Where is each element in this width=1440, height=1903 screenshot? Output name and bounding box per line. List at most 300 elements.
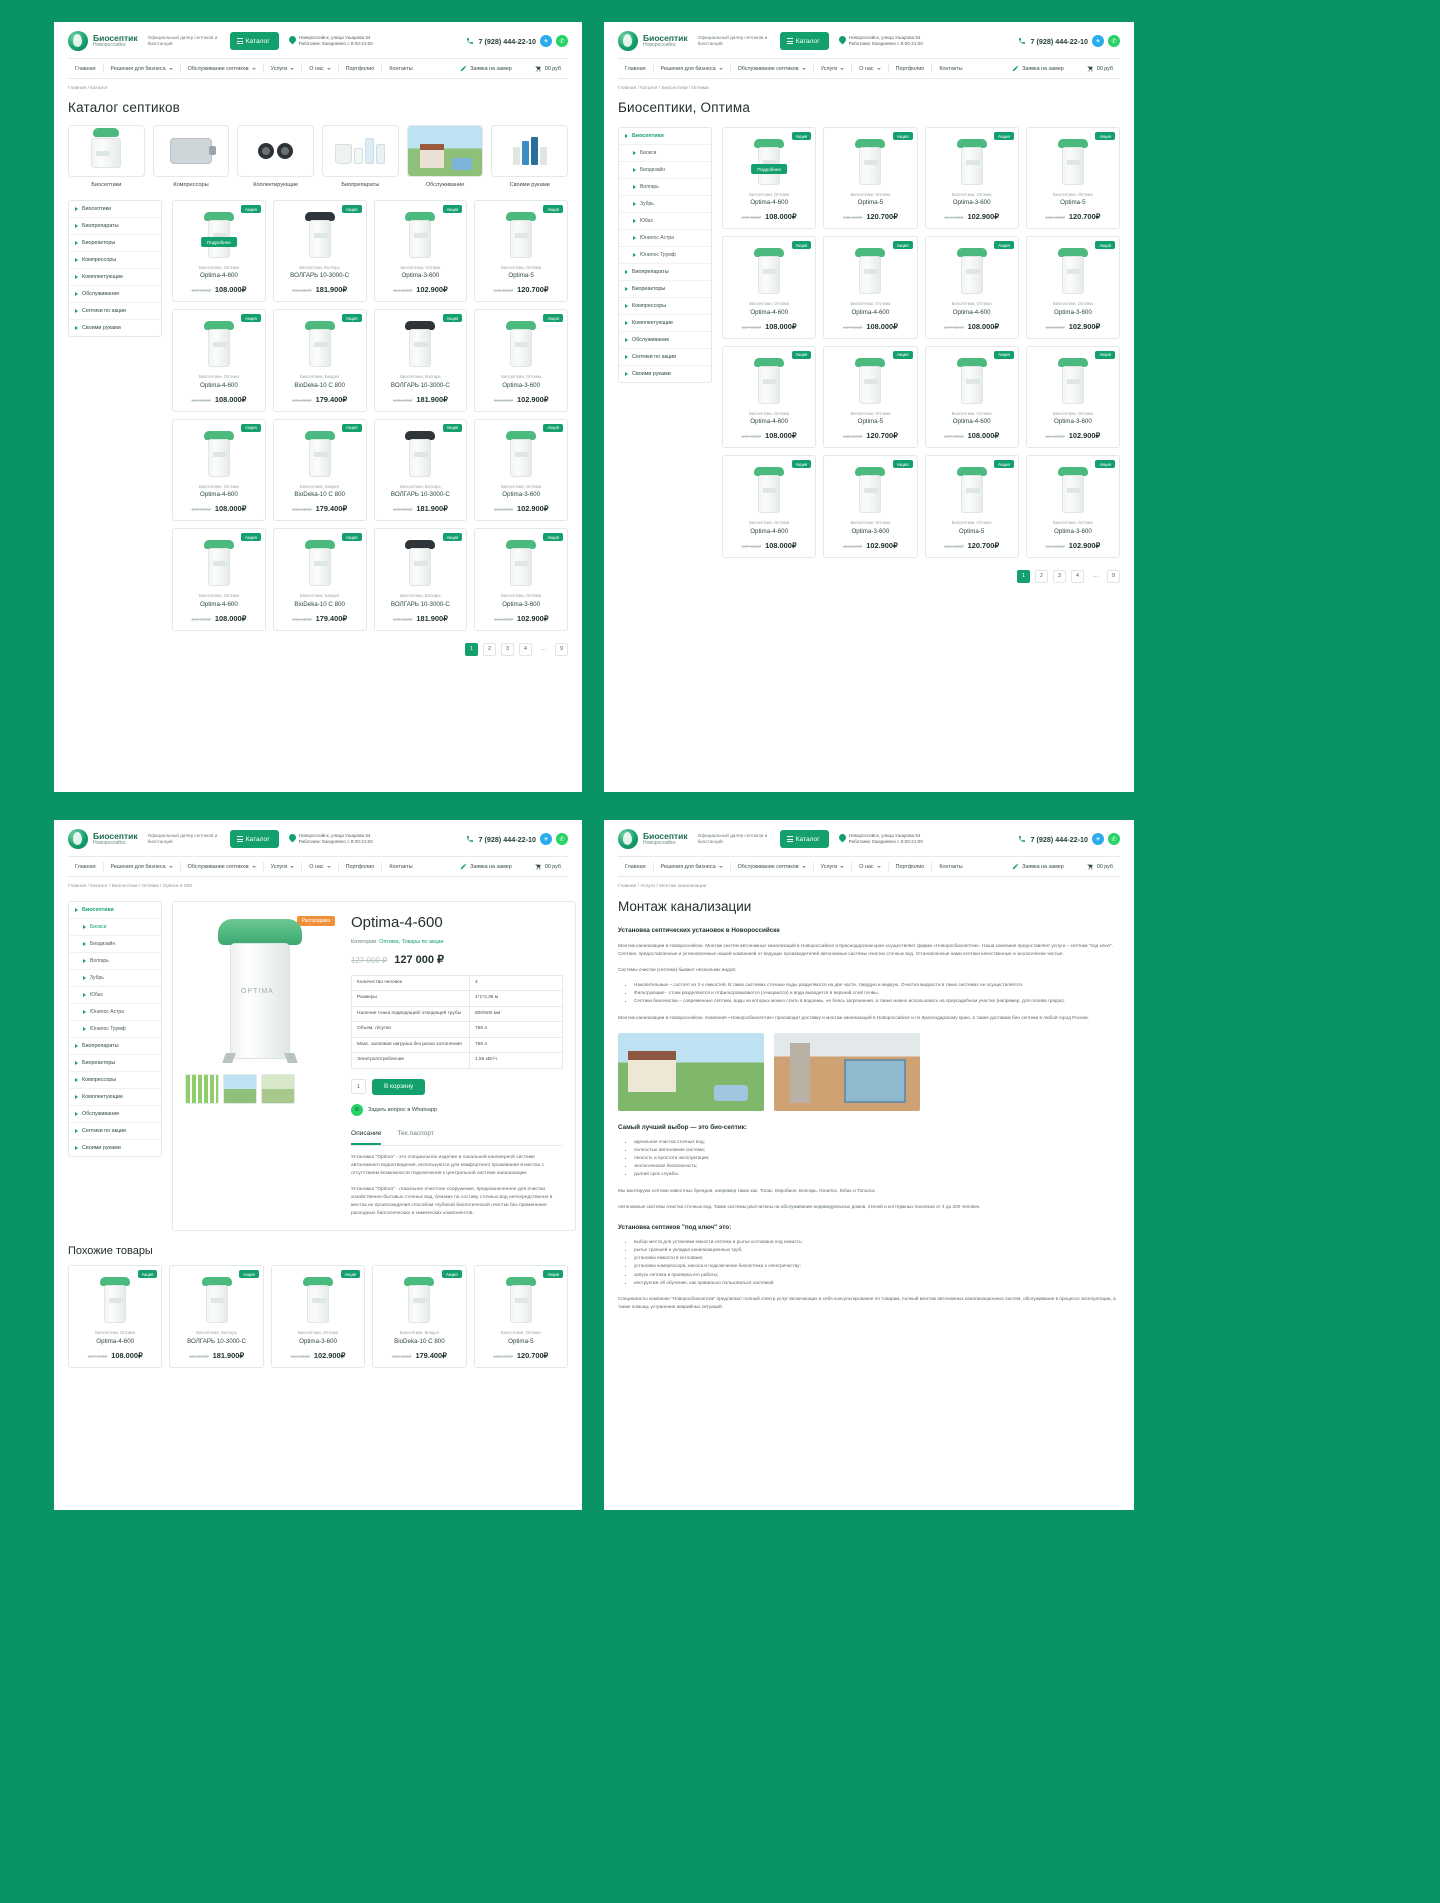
nav-item-0[interactable]: Главная: [75, 863, 96, 870]
product-card[interactable]: [925, 127, 1019, 229]
burger-icon: [237, 37, 243, 45]
product-card[interactable]: [374, 309, 468, 411]
nav-item-6[interactable]: Контакты: [389, 863, 413, 870]
product-card[interactable]: [374, 419, 468, 521]
chevron-down-icon: [252, 68, 256, 70]
status-badge: Акция: [994, 241, 1014, 249]
chevron-right-icon: [625, 270, 628, 274]
chevron-right-icon: [633, 168, 636, 172]
spec-value: 1,56 кВт/ч: [470, 1053, 563, 1068]
product-name: BioDeka-10 С 800: [294, 381, 345, 389]
pagination-page-4[interactable]: 4: [519, 643, 532, 656]
sidebar-item-label: Биокси: [90, 924, 107, 930]
spec-label: Наличие тонка подводящей/ отводящей трубы: [352, 1006, 470, 1021]
chevron-down-icon: [840, 866, 844, 868]
phone-icon: [1018, 37, 1026, 45]
tile-obsluzhivanie[interactable]: [407, 125, 484, 188]
product-card[interactable]: [172, 528, 266, 630]
product-category: Биосептики, Оптима: [850, 301, 891, 307]
logo[interactable]: [68, 829, 138, 849]
septic-tank-icon: [402, 1277, 436, 1323]
catalog-button[interactable]: [230, 830, 279, 848]
article: [618, 899, 1120, 1311]
nav-item-2[interactable]: Обслуживание септиков: [181, 64, 263, 74]
old-price: 114.900₽: [393, 288, 413, 294]
tab-techpassport[interactable]: Тех.паспорт: [397, 1129, 434, 1137]
cart-link[interactable]: 00 руб: [528, 861, 568, 872]
new-price: 102.900₽: [1068, 431, 1101, 441]
product-card[interactable]: [474, 309, 568, 411]
product-card[interactable]: [925, 346, 1019, 448]
product-price: [931, 316, 1013, 331]
measure-request-link[interactable]: Заявка на замер: [1005, 861, 1071, 872]
whatsapp-icon[interactable]: ✆: [1108, 35, 1120, 47]
pagination-page-2[interactable]: 2: [483, 643, 496, 656]
product-card[interactable]: [474, 1265, 568, 1367]
spec-label: Электропотребление: [352, 1053, 470, 1068]
sidebar-item-комплектующие[interactable]: [69, 1089, 161, 1106]
product-grid: [722, 127, 1120, 558]
sidebar-item-септики-по-акции[interactable]: [619, 349, 711, 366]
pagination-page-9[interactable]: 9: [555, 643, 568, 656]
product-price: [378, 1345, 460, 1360]
whatsapp-icon[interactable]: ✆: [556, 35, 568, 47]
phone-number: 7 (928) 444-22-10: [1030, 834, 1088, 844]
chevron-right-icon: [625, 134, 628, 138]
whatsapp-icon[interactable]: ✆: [556, 833, 568, 845]
article-heading: Установка септических установок в Новороссийске: [618, 927, 780, 934]
product-card[interactable]: [925, 236, 1019, 338]
article-paragraph: Монтаж канализации в Новороссийске. Монтаж систем автономных канализаций в Новороссийске и Краснодарском крае осуществляет фирма «Новоросбиосептик». Наша компания предоставляет услуги – септики "под ключ". Септики, предоставленные и установленные нашей компанией от ведущих производителей автономные системы очистки сточных вод. Установленные нами септики качественные и экологически чистые.: [618, 943, 1114, 956]
logo[interactable]: [68, 31, 138, 51]
tile-kompressory[interactable]: [153, 125, 230, 188]
map-pin-icon: [837, 34, 847, 44]
sidebar-item-компрессоры[interactable]: [69, 252, 161, 269]
header-phone[interactable]: [466, 35, 568, 47]
new-price: 102.900₽: [1068, 540, 1101, 550]
new-price: 120.700₽: [1068, 212, 1101, 222]
sidebar-item-label: Комплектующие: [632, 320, 674, 326]
sidebar-item-биокси[interactable]: [69, 919, 161, 936]
sidebar-item-биопрепараты[interactable]: [619, 264, 711, 281]
chevron-down-icon: [719, 866, 723, 868]
nav-item-5[interactable]: Портфолио: [345, 65, 375, 72]
sidebar-item-биореакторы[interactable]: [69, 1055, 161, 1072]
similar-products-title: Похожие товары: [68, 1245, 153, 1258]
thumbnail[interactable]: [185, 1074, 219, 1104]
sidebar-item-зубрь[interactable]: [69, 970, 161, 987]
nav-item-1[interactable]: Решения для бизнеса: [104, 64, 180, 74]
tile-svoimi-rukami[interactable]: [491, 125, 568, 188]
header-phone[interactable]: [1018, 833, 1120, 845]
product-card[interactable]: [172, 419, 266, 521]
table-row: [352, 1037, 563, 1052]
list-item: • установка емкости в котловане;: [634, 1254, 1120, 1262]
septic-tank-icon: [504, 212, 538, 258]
product-name: Optima-4-600: [750, 308, 789, 316]
nav-item-2[interactable]: Обслуживание септиков: [181, 862, 263, 872]
nav-item-3[interactable]: Услуги: [814, 862, 852, 872]
cart-link[interactable]: 00 руб: [1080, 861, 1120, 872]
quantity-stepper[interactable]: 1: [351, 1079, 366, 1094]
chevron-down-icon: [802, 866, 806, 868]
nav-item-3[interactable]: Услуги: [264, 64, 302, 74]
product-card[interactable]: [374, 528, 468, 630]
product-card[interactable]: [474, 200, 568, 302]
nav-item-4[interactable]: О нас: [302, 64, 337, 74]
list-item: • выбор места для установки емкости септика и рытье котлована под емкость;: [634, 1238, 1120, 1246]
nav-item-1[interactable]: Решения для бизнеса: [104, 862, 180, 872]
sidebar-item-своими-руками[interactable]: [69, 320, 161, 336]
old-price: 127 000₽: [191, 397, 211, 403]
product-category: Биосептики, Оптима: [951, 410, 992, 416]
product-card[interactable]: [172, 309, 266, 411]
nav-item-6[interactable]: Контакты: [939, 863, 963, 870]
status-badge: Акция: [241, 205, 261, 213]
pagination-page-9[interactable]: 9: [1107, 570, 1120, 583]
pencil-icon: [1012, 65, 1019, 72]
tab-description[interactable]: Описание: [351, 1130, 381, 1145]
product-card[interactable]: [823, 127, 917, 229]
logo-brand: Биосептик: [643, 32, 688, 43]
address-text: Новороссийск, улица Ушарова 54: [848, 34, 921, 40]
tools-icon: [491, 125, 568, 177]
septic-tank-icon: [202, 431, 236, 477]
product-category: Биосептики, Оптима: [1052, 520, 1093, 526]
nav-item-5[interactable]: Портфолио: [895, 863, 925, 870]
new-price: 108.000₽: [765, 431, 797, 441]
product-card[interactable]: [823, 455, 917, 557]
product-card[interactable]: [273, 309, 367, 411]
logo-city: Новороссийск: [93, 839, 126, 846]
chevron-right-icon: [625, 304, 628, 308]
tile-biosepticy[interactable]: [68, 125, 145, 188]
product-card[interactable]: [1026, 346, 1120, 448]
nav-item-0[interactable]: Главная: [75, 65, 96, 72]
product-card[interactable]: [823, 346, 917, 448]
nav-item-5[interactable]: Портфолио: [895, 65, 925, 72]
product-category-links[interactable]: Оптима, Товары по акции: [379, 939, 444, 945]
list-item: • запуск септика и проверка его работы;: [634, 1271, 1120, 1279]
septic-tank-icon: [752, 139, 786, 185]
sidebar-item-септики-по-акции[interactable]: [69, 303, 161, 320]
chevron-right-icon: [633, 253, 636, 257]
product-card[interactable]: [722, 127, 816, 229]
sidebar-item-юнилос-астра[interactable]: [619, 230, 711, 247]
old-price: 189.400₽: [292, 397, 312, 403]
chevron-right-icon: [633, 151, 636, 155]
old-price: 127 000₽: [944, 434, 964, 440]
product-category: Биосептики, Оптима: [1052, 301, 1093, 307]
spec-value: 1*1*2,36 м: [470, 991, 563, 1006]
sidebar-item-септики-по-акции[interactable]: [69, 1123, 161, 1140]
page-title: Каталог септиков: [68, 100, 181, 115]
nav-item-5[interactable]: Портфолио: [345, 863, 375, 870]
product-image: [98, 1277, 132, 1323]
nav-item-1[interactable]: Решения для бизнеса: [654, 862, 730, 872]
sidebar-item-label: Зубрь: [90, 975, 104, 981]
water-drop-icon: [68, 31, 88, 51]
product-category: Биосептики, Оптима: [501, 265, 542, 270]
sidebar-item-юнилос-трумф[interactable]: [69, 1021, 161, 1038]
chevron-right-icon: [75, 258, 78, 262]
septic-tank-icon: [752, 358, 786, 404]
septic-tank-icon: [1056, 248, 1090, 294]
product-card[interactable]: [722, 346, 816, 448]
nav-item-3[interactable]: Услуги: [814, 64, 852, 74]
sidebar-item-label: Обслуживание: [82, 291, 120, 297]
sidebar-item-юбас[interactable]: [69, 987, 161, 1004]
product-card[interactable]: [172, 200, 266, 302]
logo-brand: Биосептик: [93, 32, 138, 43]
sidebar-item-юнилос-астра[interactable]: [69, 1004, 161, 1021]
details-button[interactable]: Подробнее: [751, 164, 787, 174]
tile-label: Коллектирующие: [253, 182, 299, 188]
sidebar-item-биосептики[interactable]: [69, 201, 161, 218]
product-price: [728, 206, 810, 221]
catalog-button[interactable]: [780, 32, 829, 50]
tile-komplektuyushchie[interactable]: [237, 125, 314, 188]
article-list: [634, 981, 1120, 1006]
pagination-page-1[interactable]: 1: [465, 643, 478, 656]
product-category: Биосептики, Оптима: [850, 192, 891, 197]
septic-tank-icon: [212, 919, 308, 1059]
old-price: 199.900₽: [392, 397, 413, 403]
sidebar-item-обслуживание[interactable]: [619, 332, 711, 349]
new-price: 120.700₽: [866, 212, 898, 222]
product-card[interactable]: [1026, 236, 1120, 338]
catalog-button[interactable]: [230, 32, 279, 50]
product-card[interactable]: [823, 236, 917, 338]
measure-request-link[interactable]: Заявка на замер: [1005, 63, 1071, 74]
tile-label: Своими руками: [509, 182, 550, 188]
sidebar-item-волгарь[interactable]: [69, 953, 161, 970]
product-image: [303, 431, 337, 477]
sidebar-item-label: Биореакторы: [82, 1060, 116, 1066]
nav-item-1[interactable]: Решения для бизнеса: [654, 64, 730, 74]
cart-link[interactable]: 00 руб: [1080, 63, 1120, 74]
logo[interactable]: [618, 31, 688, 51]
logo[interactable]: [618, 829, 688, 849]
product-main-image[interactable]: [185, 914, 335, 1064]
sidebar-item-биосептики[interactable]: [69, 902, 161, 919]
product-tabs: [351, 1130, 563, 1146]
catalog-button-label: Каталог: [245, 835, 270, 843]
pagination-page-3[interactable]: 3: [1053, 570, 1066, 583]
product-card[interactable]: [1026, 455, 1120, 557]
nav-item-2[interactable]: Обслуживание септиков: [731, 862, 813, 872]
product-card[interactable]: [273, 419, 367, 521]
septic-tank-icon: [403, 212, 437, 258]
pencil-icon: [460, 863, 467, 870]
sidebar-item-биодизайн[interactable]: [619, 162, 711, 179]
old-price: 127 000₽: [741, 215, 762, 221]
chevron-right-icon: [75, 207, 78, 211]
product-card[interactable]: [722, 455, 816, 557]
product-card[interactable]: [374, 200, 468, 302]
sidebar-item-label: Юнилос Трумф: [640, 252, 676, 258]
product-image: [1056, 358, 1090, 404]
sidebar-item-биодизайн[interactable]: [69, 936, 161, 953]
sidebar-item-юнилос-трумф[interactable]: [619, 247, 711, 264]
sidebar-item-волгарь[interactable]: [619, 179, 711, 196]
product-price: [178, 498, 260, 513]
product-category: Биосептики, Оптима: [501, 593, 542, 599]
septic-tank-icon: [202, 540, 236, 586]
product-card[interactable]: [169, 1265, 263, 1367]
pagination-page-2[interactable]: 2: [1035, 570, 1048, 583]
product-name: Optima-3-600: [299, 1337, 337, 1345]
product-image: [853, 467, 887, 513]
status-badge: Акция: [1095, 132, 1115, 140]
product-card[interactable]: [474, 419, 568, 521]
sidebar-item-биореакторы[interactable]: [619, 281, 711, 298]
product-image: [202, 321, 236, 367]
sidebar-item-биопрепараты[interactable]: [69, 1038, 161, 1055]
product-card[interactable]: [271, 1265, 365, 1367]
sidebar-item-label: Юнилос Астра: [640, 235, 674, 241]
septic-tank-icon: [202, 212, 236, 258]
product-name: Optima-4-600: [851, 308, 890, 316]
nav-item-4[interactable]: О нас: [852, 64, 887, 74]
nav-item-0[interactable]: Главная: [625, 863, 646, 870]
chevron-down-icon: [169, 68, 173, 70]
sidebar-item-своими-руками[interactable]: [69, 1140, 161, 1156]
nav-item-3[interactable]: Услуги: [264, 862, 302, 872]
septic-tank-icon: [68, 125, 145, 177]
old-price: 199.900₽: [392, 507, 413, 513]
old-price: 127 000₽: [741, 434, 762, 440]
catalog-button-label: Каталог: [245, 37, 270, 45]
product-card[interactable]: [372, 1265, 466, 1367]
chevron-right-icon: [75, 326, 78, 330]
cart-icon: [1087, 65, 1094, 72]
product-card[interactable]: [273, 528, 367, 630]
header-phone[interactable]: [466, 833, 568, 845]
sidebar-item-обслуживание[interactable]: [69, 286, 161, 303]
new-price: 179.400₽: [315, 504, 348, 514]
breadcrumb: Главная / Каталог: [68, 86, 108, 91]
new-price: 181.900₽: [416, 613, 448, 623]
thumbnail[interactable]: [261, 1074, 295, 1104]
main-nav: [618, 856, 1120, 877]
article-heading: Установка септиков "под ключ" это:: [618, 1223, 732, 1231]
old-price: 114.900₽: [493, 616, 513, 622]
new-price: 102.900₽: [1068, 321, 1101, 331]
thumbnail[interactable]: [223, 1074, 257, 1104]
sidebar-item-компрессоры[interactable]: [619, 298, 711, 315]
product-card[interactable]: [1026, 127, 1120, 229]
sidebar-item-зубрь[interactable]: [619, 196, 711, 213]
add-to-cart-button[interactable]: В корзину: [372, 1079, 425, 1095]
product-card[interactable]: [474, 528, 568, 630]
cart-icon: [535, 65, 542, 72]
old-price: 132.900₽: [842, 215, 863, 221]
map-pin-icon: [287, 832, 297, 842]
old-price: 132.900₽: [944, 543, 964, 549]
details-button[interactable]: Подробнее: [201, 237, 237, 247]
septic-tank-icon: [403, 540, 437, 586]
sidebar-item-биокси[interactable]: [619, 145, 711, 162]
product-price: [279, 608, 361, 623]
cart-link[interactable]: 00 руб: [528, 63, 568, 74]
septic-tank-icon: [98, 1277, 132, 1323]
telegram-icon[interactable]: ✈: [540, 35, 552, 47]
product-card[interactable]: [925, 455, 1019, 557]
whatsapp-icon[interactable]: ✆: [1108, 833, 1120, 845]
sidebar-item-биореакторы[interactable]: [69, 235, 161, 252]
septic-tank-icon: [303, 431, 337, 477]
sidebar-item-компрессоры[interactable]: [69, 1072, 161, 1089]
telegram-icon[interactable]: ✈: [540, 833, 552, 845]
nav-item-4[interactable]: О нас: [852, 862, 887, 872]
nav-item-2[interactable]: Обслуживание септиков: [731, 64, 813, 74]
pagination-page-1[interactable]: 1: [1017, 570, 1030, 583]
status-badge: Акция: [443, 533, 463, 541]
measure-request-link[interactable]: Заявка на замер: [453, 861, 519, 872]
phone-icon: [466, 835, 474, 843]
product-category: Биосептики, Оптима: [198, 265, 239, 270]
header-phone[interactable]: [1018, 35, 1120, 47]
product-image: [402, 1277, 436, 1323]
sidebar-item-label: Компрессоры: [632, 303, 667, 309]
new-price: 120.700₽: [967, 540, 1000, 550]
sidebar-item-юбас[interactable]: [619, 213, 711, 230]
sidebar-item-биосептики[interactable]: [619, 128, 711, 145]
catalog-button[interactable]: [780, 830, 829, 848]
nav-item-6[interactable]: Контакты: [389, 65, 413, 72]
measure-request-link[interactable]: Заявка на замер: [453, 63, 519, 74]
product-category: Биосептики, Оптима: [500, 1330, 541, 1336]
status-badge: Акция: [543, 424, 563, 432]
sidebar-item-комплектующие[interactable]: [619, 315, 711, 332]
product-image: [504, 431, 538, 477]
sidebar-item-своими-руками[interactable]: [619, 366, 711, 382]
chevron-down-icon: [877, 68, 881, 70]
sidebar-item-label: Обслуживание: [82, 1111, 120, 1117]
pagination-page-4[interactable]: 4: [1071, 570, 1084, 583]
product-category: Биосептики, Оптима: [749, 520, 790, 526]
article-paragraph: Специалисты компании "Новоросбиосептик" предлагают полный спектр услуг включающих в себя консультирование по товарам, полный монтаж автономных канализационных систем, обслуживание в процессе эксплуатации, а также помощь устранения аварийных ситуаций.: [618, 1295, 1116, 1309]
new-price: 181.900₽: [212, 1350, 245, 1360]
list-item: • Фильтрующие - стоки разделяются и отфильтровываются (очищаются) и вода выводится в верхний слой почвы.: [634, 989, 1120, 997]
product-categories: Категории: Оптима, Товары по акции: [351, 939, 444, 945]
product-name: Optima-5: [1060, 199, 1086, 207]
sidebar-item-обслуживание[interactable]: [69, 1106, 161, 1123]
chevron-right-icon: [75, 1112, 78, 1116]
nav-item-0[interactable]: Главная: [625, 65, 646, 72]
chevron-right-icon: [83, 993, 86, 997]
whatsapp-question-link[interactable]: [351, 1104, 563, 1116]
telegram-icon[interactable]: ✈: [1092, 833, 1104, 845]
telegram-icon[interactable]: ✈: [1092, 35, 1104, 47]
product-name: Optima-4-600: [750, 418, 789, 426]
spec-value: 4: [470, 976, 563, 991]
product-card[interactable]: [68, 1265, 162, 1367]
pagination-page-3[interactable]: 3: [501, 643, 514, 656]
nav-item-4[interactable]: О нас: [302, 862, 337, 872]
rings-icon: [237, 125, 314, 177]
sidebar-item-label: Комплектующие: [82, 1094, 124, 1100]
new-price: 179.400₽: [315, 613, 348, 623]
product-card[interactable]: [722, 236, 816, 338]
product-card[interactable]: [273, 200, 367, 302]
sidebar-item-комплектующие[interactable]: [69, 269, 161, 286]
nav-item-6[interactable]: Контакты: [939, 65, 963, 72]
product-name: Optima-3-600: [1053, 418, 1092, 426]
tile-biopreparaty[interactable]: [322, 125, 399, 188]
sidebar-item-биопрепараты[interactable]: [69, 218, 161, 235]
